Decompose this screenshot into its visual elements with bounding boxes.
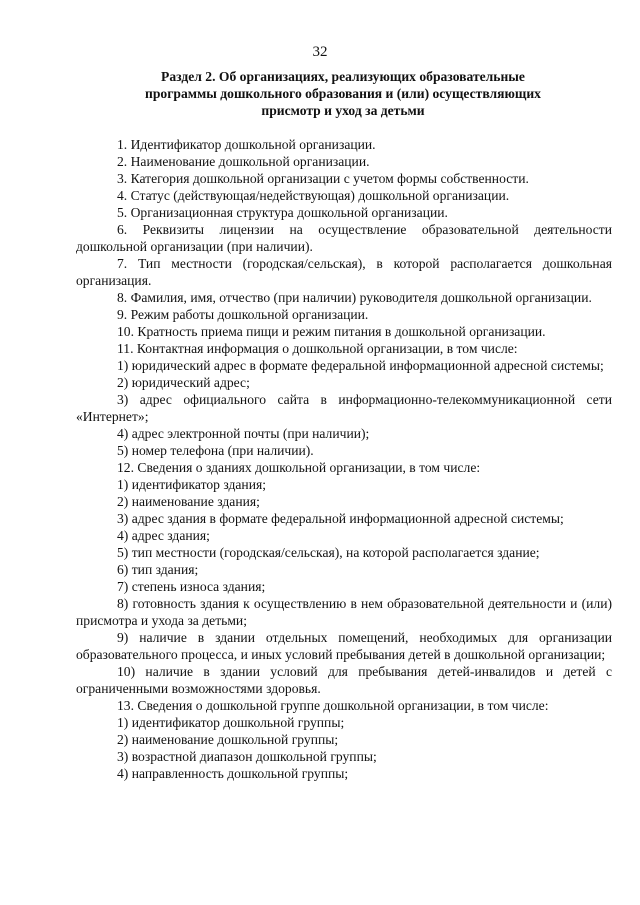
document-body bbox=[76, 136, 612, 782]
paragraph: 8. Фамилия, имя, отчество (при наличии) руководителя дошкольной организации. bbox=[117, 290, 592, 305]
paragraph: 10. Кратность приема пищи и режим питания в дошкольной организации. bbox=[117, 324, 546, 339]
paragraph: 2. Наименование дошкольной организации. bbox=[117, 154, 370, 169]
paragraph: 2) наименование дошкольной группы; bbox=[117, 732, 339, 747]
paragraph: 7) степень износа здания; bbox=[117, 579, 266, 594]
section-title-line-1: Раздел 2. Об организациях, реализующих образовательные bbox=[161, 69, 525, 84]
paragraph: 4) адрес электронной почты (при наличии); bbox=[117, 426, 370, 441]
paragraph: 8) готовность здания к осуществлению в нем образовательной деятельности и (или) присмотра и ухода за детьми; bbox=[76, 596, 612, 628]
paragraph: 1) идентификатор дошкольной группы; bbox=[117, 715, 345, 730]
paragraph: 6) тип здания; bbox=[117, 562, 199, 577]
paragraph: 2) юридический адрес; bbox=[117, 375, 250, 390]
paragraph: 7. Тип местности (городская/сельская), в которой располагается дошкольная организация. bbox=[76, 256, 612, 288]
paragraph: 9. Режим работы дошкольной организации. bbox=[117, 307, 369, 322]
paragraph: 1. Идентификатор дошкольной организации. bbox=[117, 137, 376, 152]
paragraph: 9) наличие в здании отдельных помещений, необходимых для организации образовательного процесса, и иных условий пребывания детей в дошкольной организации; bbox=[76, 630, 612, 662]
paragraph: 2) наименование здания; bbox=[117, 494, 260, 509]
paragraph: 3) возрастной диапазон дошкольной группы; bbox=[117, 749, 377, 764]
paragraph: 4. Статус (действующая/недействующая) дошкольной организации. bbox=[117, 188, 510, 203]
paragraph: 3) адрес здания в формате федеральной информационной адресной системы; bbox=[117, 511, 564, 526]
paragraph: 1) идентификатор здания; bbox=[117, 477, 267, 492]
paragraph: 1) юридический адрес в формате федеральной информационной адресной системы; bbox=[117, 358, 604, 373]
section-title-line-2: программы дошкольного образования и (или) осуществляющих bbox=[145, 86, 541, 101]
paragraph: 5) тип местности (городская/сельская), на которой располагается здание; bbox=[117, 545, 540, 560]
paragraph: 12. Сведения о зданиях дошкольной организации, в том числе: bbox=[117, 460, 481, 475]
paragraph: 5) номер телефона (при наличии). bbox=[117, 443, 314, 458]
paragraph: 13. Сведения о дошкольной группе дошкольной организации, в том числе: bbox=[117, 698, 549, 713]
paragraph: 10) наличие в здании условий для пребывания детей-инвалидов и детей с ограниченными возможностями здоровья. bbox=[76, 664, 612, 696]
page-number: 32 bbox=[312, 44, 328, 60]
paragraph: 6. Реквизиты лицензии на осуществление образовательной деятельности дошкольной организации (при наличии). bbox=[76, 222, 612, 254]
paragraph: 5. Организационная структура дошкольной организации. bbox=[117, 205, 448, 220]
paragraph: 3. Категория дошкольной организации с учетом формы собственности. bbox=[117, 171, 529, 186]
section-title-line-3: присмотр и уход за детьми bbox=[261, 103, 425, 118]
paragraph: 11. Контактная информация о дошкольной организации, в том числе: bbox=[117, 341, 518, 356]
section-title bbox=[110, 68, 576, 119]
paragraph: 4) адрес здания; bbox=[117, 528, 210, 543]
paragraph: 3) адрес официального сайта в информационно-телекоммуникационной сети «Интернет»; bbox=[76, 392, 612, 424]
paragraph: 4) направленность дошкольной группы; bbox=[117, 766, 349, 781]
